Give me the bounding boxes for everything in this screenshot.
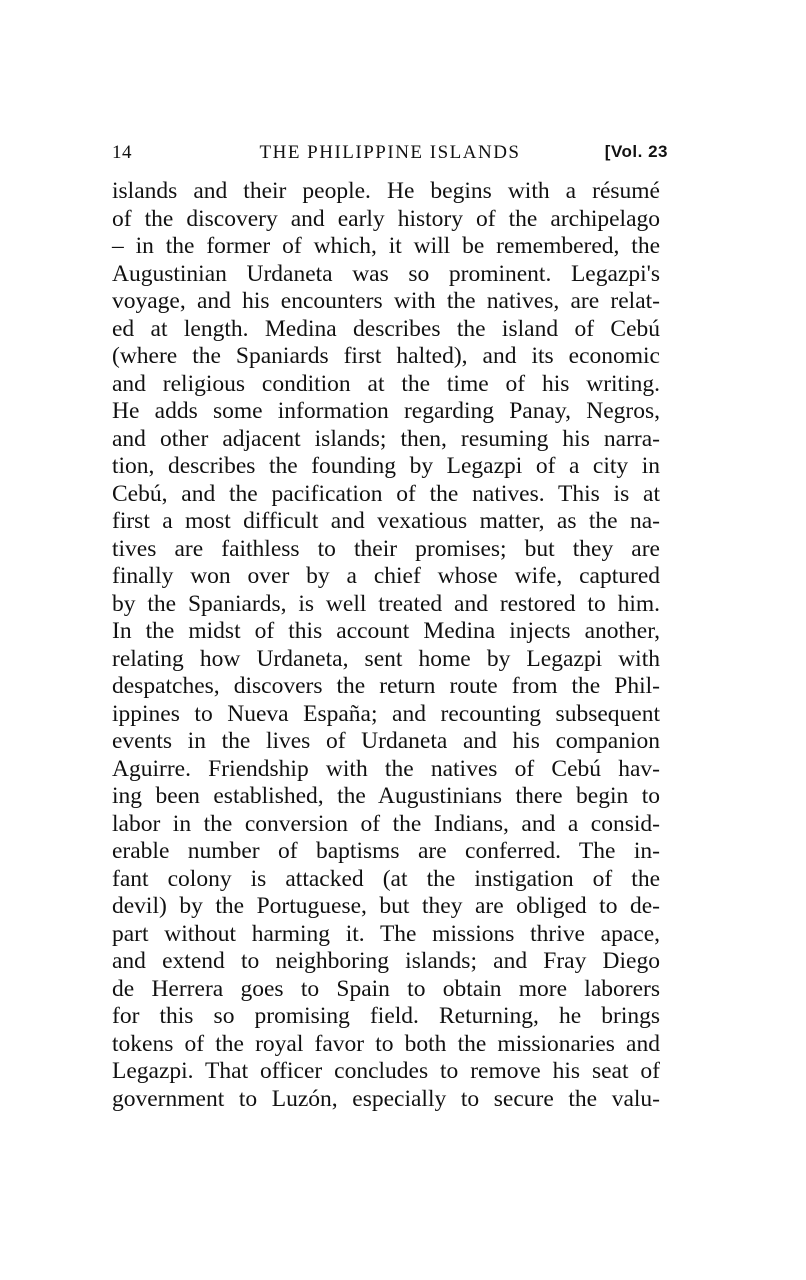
text-line: events in the lives of Urdaneta and his companion [112, 728, 660, 754]
text-line: and other adjacent islands; then, resuming his narra- [112, 425, 660, 452]
volume-label: [Vol. 23 [604, 142, 668, 161]
text-line: and extend to neighboring islands; and Fray Diego [112, 948, 660, 974]
body-text [112, 178, 660, 1113]
text-line: voyage, and his encounters with the natives, are relat- [112, 288, 660, 314]
text-line: de Herrera goes to Spain to obtain more laborers [112, 975, 660, 1002]
text-line: ed at length. Medina describes the island of Cebú [112, 315, 660, 342]
text-line: by the Spaniards, is well treated and restored to him. [112, 590, 660, 617]
text-line: relating how Urdaneta, sent home by Legazpi with [112, 645, 660, 672]
text-line: despatches, discovers the return route from the Phil- [112, 673, 660, 699]
text-line: government to Luzón, especially to secure the valu- [112, 1085, 660, 1112]
text-line: ippines to Nueva España; and recounting subsequent [112, 700, 660, 727]
text-line: Cebú, and the pacification of the natives. This is at [112, 480, 660, 507]
text-line: of the discovery and early history of the archipelago [112, 205, 660, 232]
text-line: and religious condition at the time of his writing. [112, 370, 660, 397]
text-line: – in the former of which, it will be remembered, the [112, 233, 660, 259]
running-header [112, 142, 668, 172]
text-line: islands and their people. He begins with a résumé [112, 178, 660, 204]
text-line: tives are faithless to their promises; but they are [112, 535, 660, 562]
text-line: Legazpi. That officer concludes to remove his seat of [112, 1058, 660, 1084]
text-line: Aguirre. Friendship with the natives of Cebú hav- [112, 755, 660, 782]
running-title: THE PHILIPPINE ISLANDS [259, 142, 521, 163]
text-line: (where the Spaniards first halted), and its economic [112, 343, 660, 369]
text-line: finally won over by a chief whose wife, captured [112, 563, 660, 589]
text-line: tion, describes the founding by Legazpi of a city in [112, 453, 660, 479]
text-line: ing been established, the Augustinians there begin to [112, 783, 660, 809]
text-line: fant colony is attacked (at the instigation of the [112, 865, 660, 892]
text-line: In the midst of this account Medina injects another, [112, 618, 660, 644]
text-line: for this so promising field. Returning, he brings [112, 1003, 660, 1029]
text-line: Augustinian Urdaneta was so prominent. Legazpi's [112, 260, 660, 287]
page-number: 14 [112, 142, 132, 163]
text-line: devil) by the Portuguese, but they are obliged to de- [112, 893, 660, 919]
text-line: He adds some information regarding Panay, Negros, [112, 398, 660, 424]
text-line: erable number of baptisms are conferred. The in- [112, 838, 660, 864]
text-line: part without harming it. The missions thrive apace, [112, 920, 660, 947]
text-line: first a most difficult and vexatious matter, as the na- [112, 508, 660, 534]
text-line: labor in the conversion of the Indians, and a consid- [112, 810, 660, 837]
text-line: tokens of the royal favor to both the missionaries and [112, 1030, 660, 1057]
